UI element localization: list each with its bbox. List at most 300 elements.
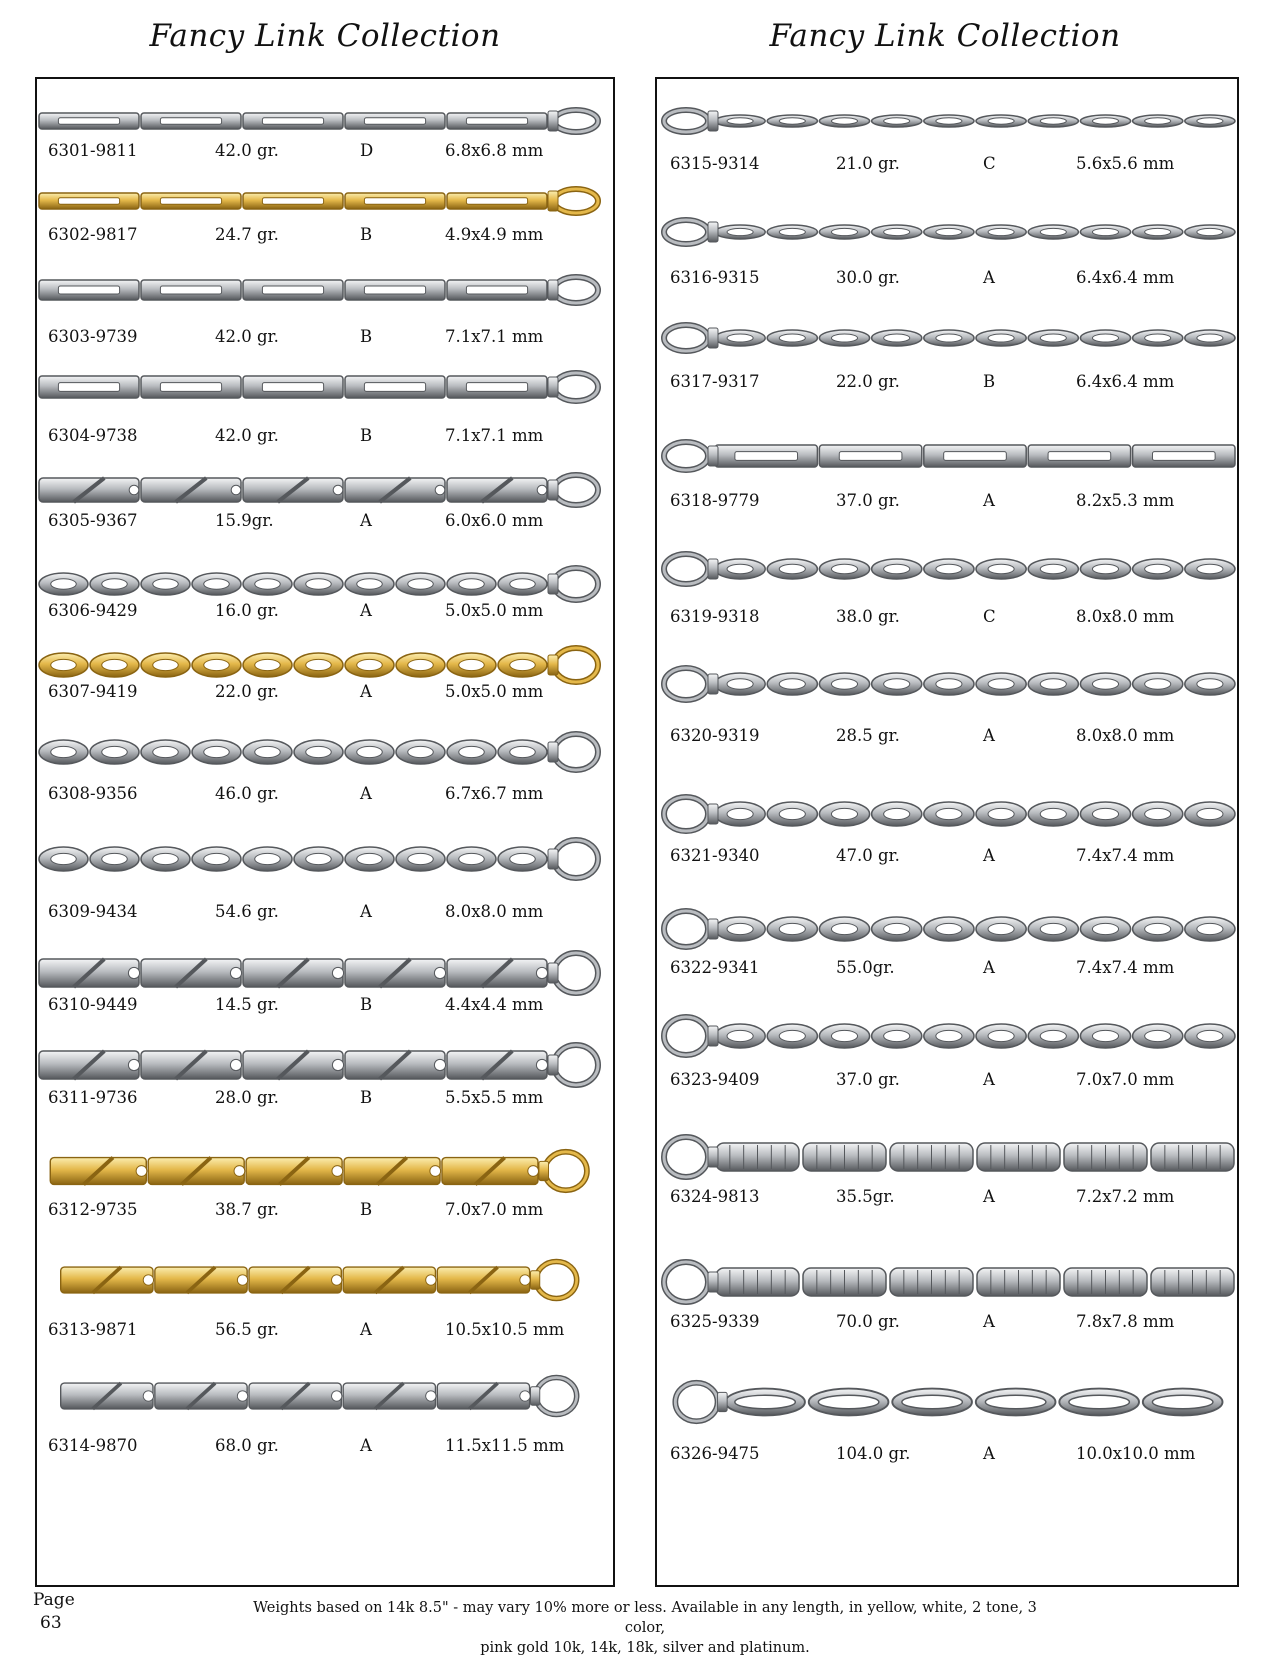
chain-link: [1080, 802, 1130, 826]
chain-link: [872, 917, 922, 941]
chain-link: [39, 573, 88, 595]
chain-link: [1133, 559, 1183, 579]
chain-link: [803, 1268, 886, 1296]
lobster-clasp: [531, 1378, 577, 1415]
product-code: 6308-9356: [48, 784, 138, 803]
chain-link: [249, 1383, 342, 1409]
chain-image: [658, 545, 1236, 593]
lobster-clasp: [548, 648, 598, 682]
chain-link: [1133, 330, 1183, 346]
lobster-clasp: [664, 554, 718, 584]
product-weight: 42.0 gr.: [215, 327, 279, 346]
chain-link: [872, 559, 922, 579]
product-spec-row: [0, 607, 1275, 629]
chain-link: [1133, 225, 1183, 239]
page-number: 63: [40, 1613, 62, 1633]
chain-link: [1133, 673, 1183, 695]
chain-link: [976, 1024, 1026, 1048]
product-spec-row: [0, 268, 1275, 290]
chain-link: [819, 225, 869, 239]
chain-link: [39, 193, 139, 209]
product-code: 6319-9318: [670, 607, 760, 626]
chain-link: [767, 330, 817, 346]
product-code: 6301-9811: [48, 141, 138, 160]
chain-link: [872, 802, 922, 826]
product-size: 5.5x5.5 mm: [445, 1088, 544, 1107]
product-weight: 54.6 gr.: [215, 902, 279, 921]
chain-link: [1151, 1268, 1234, 1296]
chain-link: [1028, 673, 1078, 695]
product-grade: A: [983, 1187, 995, 1206]
chain-link: [1028, 225, 1078, 239]
chain-link: [1143, 1389, 1223, 1416]
chain-link: [1133, 445, 1235, 467]
product-size: 11.5x11.5 mm: [445, 1436, 565, 1455]
chain-link: [767, 115, 817, 127]
product-weight: 47.0 gr.: [836, 846, 900, 865]
chain-link: [1080, 559, 1130, 579]
product-size: 7.0x7.0 mm: [445, 1200, 544, 1219]
chain-link: [1064, 1143, 1147, 1171]
product-size: 6.0x6.0 mm: [445, 511, 544, 530]
chain-link: [1059, 1389, 1139, 1416]
chain-link: [1080, 673, 1130, 695]
chain-link: [1133, 802, 1183, 826]
chain-link: [924, 917, 974, 941]
chain-link: [1133, 917, 1183, 941]
chain-link: [243, 113, 343, 129]
product-grade: A: [983, 846, 995, 865]
product-code: 6311-9736: [48, 1088, 138, 1107]
product-grade: A: [360, 1436, 372, 1455]
chain-link: [344, 1158, 441, 1185]
chain-image: [658, 1378, 1236, 1426]
chain-image: [658, 905, 1236, 953]
product-code: 6315-9314: [670, 154, 760, 173]
product-size: 8.0x8.0 mm: [1076, 726, 1175, 745]
product-size: 7.1x7.1 mm: [445, 426, 544, 445]
chain-link: [246, 1158, 343, 1185]
product-size: 7.2x7.2 mm: [1076, 1187, 1175, 1206]
chain-link: [61, 1267, 154, 1293]
chain-link: [924, 673, 974, 695]
chain-link: [1028, 330, 1078, 346]
chain-link: [1028, 559, 1078, 579]
product-size: 8.2x5.3 mm: [1076, 491, 1175, 510]
product-grade: A: [983, 1312, 995, 1331]
chain-link: [924, 115, 974, 127]
product-grade: D: [360, 141, 374, 160]
chain-image: [658, 1133, 1236, 1181]
chain-image: [38, 1372, 604, 1420]
chain-link: [141, 653, 190, 677]
chain-link: [715, 445, 817, 467]
chain-link: [872, 115, 922, 127]
product-weight: 42.0 gr.: [215, 141, 279, 160]
product-grade: A: [360, 601, 372, 620]
product-spec-row: [0, 491, 1275, 513]
product-size: 7.4x7.4 mm: [1076, 846, 1175, 865]
product-size: 4.9x4.9 mm: [445, 225, 544, 244]
chain-link: [343, 1383, 436, 1409]
chain-link: [1185, 559, 1235, 579]
chain-link: [345, 113, 445, 129]
chain-link: [872, 1024, 922, 1048]
lobster-clasp: [664, 1017, 718, 1055]
chain-link: [447, 113, 547, 129]
product-size: 7.0x7.0 mm: [1076, 1070, 1175, 1089]
lobster-clasp: [675, 1383, 727, 1421]
product-weight: 22.0 gr.: [215, 682, 279, 701]
product-size: 7.4x7.4 mm: [1076, 958, 1175, 977]
chain-link: [1151, 1143, 1234, 1171]
chain-link: [924, 1024, 974, 1048]
product-weight: 56.5 gr.: [215, 1320, 279, 1339]
chain-link: [447, 653, 496, 677]
lobster-clasp: [664, 220, 718, 244]
product-weight: 28.0 gr.: [215, 1088, 279, 1107]
chain-link: [1028, 917, 1078, 941]
chain-link: [396, 653, 445, 677]
chain-link: [141, 193, 241, 209]
chain-image: [658, 432, 1236, 480]
product-spec-row: [0, 1444, 1275, 1466]
chain-link: [890, 1143, 973, 1171]
product-weight: 30.0 gr.: [836, 268, 900, 287]
chain-link: [345, 653, 394, 677]
product-grade: C: [983, 607, 996, 626]
product-size: 8.0x8.0 mm: [1076, 607, 1175, 626]
chain-link: [90, 653, 139, 677]
chain-link: [976, 1389, 1056, 1416]
page-number-block: [33, 1589, 75, 1635]
chain-image: [658, 1258, 1236, 1306]
chain-link: [447, 193, 547, 209]
chain-link: [819, 115, 869, 127]
lobster-clasp: [664, 668, 718, 700]
product-size: 7.8x7.8 mm: [1076, 1312, 1175, 1331]
chain-link: [716, 1268, 799, 1296]
chain-link: [924, 445, 1026, 467]
product-grade: A: [983, 726, 995, 745]
product-grade: B: [983, 372, 996, 391]
product-grade: A: [983, 1444, 995, 1463]
product-spec-row: [0, 1312, 1275, 1334]
chain-link: [976, 673, 1026, 695]
chain-link: [890, 1268, 973, 1296]
chain-link: [715, 330, 765, 346]
lobster-clasp: [664, 1262, 718, 1302]
product-weight: 104.0 gr.: [836, 1444, 911, 1463]
chain-link: [192, 653, 241, 677]
lobster-clasp: [548, 110, 598, 132]
product-size: 7.1x7.1 mm: [445, 327, 544, 346]
product-code: 6302-9817: [48, 225, 138, 244]
chain-image: [658, 314, 1236, 362]
product-size: 10.5x10.5 mm: [445, 1320, 565, 1339]
product-weight: 22.0 gr.: [836, 372, 900, 391]
chain-image: [658, 97, 1236, 145]
product-grade: A: [360, 784, 372, 803]
chain-link: [819, 673, 869, 695]
right-page-title: Fancy Link Collection: [769, 18, 1121, 54]
chain-link: [155, 1267, 248, 1293]
product-weight: 68.0 gr.: [215, 1436, 279, 1455]
lobster-clasp: [664, 911, 718, 947]
footer-line-1: Weights based on 14k 8.5" - may vary 10% more or less. Available in any length, in yellow, white, 2 tone, 3 color,: [253, 1600, 1037, 1636]
chain-link: [1185, 1024, 1235, 1048]
product-code: 6325-9339: [670, 1312, 760, 1331]
product-weight: 24.7 gr.: [215, 225, 279, 244]
chain-link: [976, 802, 1026, 826]
product-weight: 14.5 gr.: [215, 995, 279, 1014]
chain-link: [50, 1158, 147, 1185]
chain-image: [38, 1256, 604, 1304]
product-grade: B: [360, 1088, 373, 1107]
chain-link: [976, 917, 1026, 941]
footer-line-2: pink gold 10k, 14k, 18k, silver and platinum.: [480, 1640, 810, 1656]
product-grade: B: [360, 1200, 373, 1219]
chain-link: [767, 917, 817, 941]
chain-link: [39, 653, 88, 677]
chain-link: [924, 330, 974, 346]
lobster-clasp: [664, 442, 718, 470]
product-weight: 15.9gr.: [215, 511, 274, 530]
chain-link: [1064, 1268, 1147, 1296]
chain-link: [924, 802, 974, 826]
product-size: 6.4x6.4 mm: [1076, 268, 1175, 287]
chain-link: [819, 917, 869, 941]
chain-link: [976, 225, 1026, 239]
product-weight: 55.0gr.: [836, 958, 895, 977]
chain-link: [767, 559, 817, 579]
chain-link: [1185, 673, 1235, 695]
chain-link: [977, 1268, 1060, 1296]
chain-link: [1185, 115, 1235, 127]
product-spec-row: [0, 1070, 1275, 1092]
chain-link: [892, 1389, 972, 1416]
product-code: 6306-9429: [48, 601, 138, 620]
product-code: 6312-9735: [48, 1200, 138, 1219]
lobster-clasp: [664, 325, 718, 351]
page-label: Page: [33, 1590, 75, 1610]
product-code: 6314-9870: [48, 1436, 138, 1455]
chain-link: [396, 573, 445, 595]
product-weight: 70.0 gr.: [836, 1312, 900, 1331]
chain-link: [715, 1024, 765, 1048]
lobster-clasp: [664, 1137, 718, 1177]
product-weight: 42.0 gr.: [215, 426, 279, 445]
chain-link: [977, 1143, 1060, 1171]
chain-link: [1080, 225, 1130, 239]
chain-link: [715, 917, 765, 941]
product-code: 6324-9813: [670, 1187, 760, 1206]
product-grade: A: [360, 511, 372, 530]
chain-link: [715, 802, 765, 826]
product-code: 6304-9738: [48, 426, 138, 445]
chain-link: [498, 653, 547, 677]
chain-link: [924, 559, 974, 579]
product-grade: A: [983, 491, 995, 510]
product-grade: A: [360, 1320, 372, 1339]
chain-link: [437, 1267, 530, 1293]
product-grade: B: [360, 995, 373, 1014]
chain-image: [38, 177, 604, 225]
chain-link: [767, 802, 817, 826]
product-weight: 21.0 gr.: [836, 154, 900, 173]
product-size: 10.0x10.0 mm: [1076, 1444, 1196, 1463]
chain-link: [819, 1024, 869, 1048]
chain-link: [1080, 917, 1130, 941]
lobster-clasp: [548, 189, 598, 213]
chain-link: [294, 653, 343, 677]
chain-link: [1080, 115, 1130, 127]
chain-image: [38, 97, 604, 145]
chain-link: [1028, 115, 1078, 127]
left-page-title: Fancy Link Collection: [149, 18, 501, 54]
product-code: 6316-9315: [670, 268, 760, 287]
chain-link: [715, 559, 765, 579]
chain-link: [819, 559, 869, 579]
product-size: 6.8x6.8 mm: [445, 141, 544, 160]
product-spec-row: [0, 154, 1275, 176]
chain-link: [976, 559, 1026, 579]
product-size: 5.6x5.6 mm: [1076, 154, 1175, 173]
chain-link: [243, 573, 292, 595]
chain-link: [872, 330, 922, 346]
product-spec-row: [0, 511, 1275, 533]
chain-link: [715, 115, 765, 127]
product-code: 6309-9434: [48, 902, 138, 921]
product-weight: 38.0 gr.: [836, 607, 900, 626]
product-code: 6303-9739: [48, 327, 138, 346]
chain-link: [819, 330, 869, 346]
chain-link: [1028, 445, 1130, 467]
product-code: 6310-9449: [48, 995, 138, 1014]
chain-link: [767, 1024, 817, 1048]
product-size: 5.0x5.0 mm: [445, 682, 544, 701]
product-grade: B: [360, 225, 373, 244]
chain-link: [803, 1143, 886, 1171]
chain-link: [1080, 330, 1130, 346]
product-code: 6323-9409: [670, 1070, 760, 1089]
product-spec-row: [0, 1187, 1275, 1209]
product-size: 6.4x6.4 mm: [1076, 372, 1175, 391]
product-code: 6307-9419: [48, 682, 138, 701]
chain-link: [148, 1158, 245, 1185]
chain-link: [447, 573, 496, 595]
product-grade: A: [360, 902, 372, 921]
product-spec-row: [0, 958, 1275, 980]
product-weight: 37.0 gr.: [836, 491, 900, 510]
chain-link: [1133, 115, 1183, 127]
product-code: 6305-9367: [48, 511, 138, 530]
product-grade: A: [983, 958, 995, 977]
chain-link: [1185, 917, 1235, 941]
lobster-clasp: [548, 568, 598, 600]
chain-image: [658, 208, 1236, 256]
chain-link: [294, 573, 343, 595]
lobster-clasp: [664, 110, 718, 132]
product-grade: C: [983, 154, 996, 173]
chain-link: [716, 1143, 799, 1171]
chain-link: [155, 1383, 248, 1409]
chain-link: [715, 673, 765, 695]
product-weight: 28.5 gr.: [836, 726, 900, 745]
chain-link: [809, 1389, 889, 1416]
product-weight: 16.0 gr.: [215, 601, 279, 620]
product-grade: A: [983, 268, 995, 287]
chain-image: [658, 660, 1236, 708]
chain-link: [924, 225, 974, 239]
product-size: 6.7x6.7 mm: [445, 784, 544, 803]
product-spec-row: [0, 726, 1275, 748]
chain-link: [976, 115, 1026, 127]
product-spec-row: [0, 372, 1275, 394]
chain-link: [192, 573, 241, 595]
chain-link: [343, 1267, 436, 1293]
chain-link: [767, 673, 817, 695]
chain-link: [345, 193, 445, 209]
product-grade: A: [360, 682, 372, 701]
chain-link: [715, 225, 765, 239]
chain-link: [141, 113, 241, 129]
chain-link: [437, 1383, 530, 1409]
lobster-clasp: [664, 797, 718, 831]
chain-link: [243, 653, 292, 677]
chain-link: [1028, 1024, 1078, 1048]
product-spec-row: [0, 846, 1275, 868]
chain-link: [725, 1389, 805, 1416]
product-code: 6326-9475: [670, 1444, 760, 1463]
chain-link: [498, 573, 547, 595]
chain-link: [767, 225, 817, 239]
product-code: 6313-9871: [48, 1320, 138, 1339]
product-code: 6318-9779: [670, 491, 760, 510]
lobster-clasp: [539, 1152, 587, 1190]
product-weight: 38.7 gr.: [215, 1200, 279, 1219]
chain-link: [819, 445, 921, 467]
product-weight: 46.0 gr.: [215, 784, 279, 803]
chain-link: [39, 113, 139, 129]
chain-link: [243, 193, 343, 209]
product-code: 6322-9341: [670, 958, 760, 977]
product-grade: A: [983, 1070, 995, 1089]
chain-link: [442, 1158, 539, 1185]
chain-link: [1185, 802, 1235, 826]
product-grade: B: [360, 327, 373, 346]
product-size: 8.0x8.0 mm: [445, 902, 544, 921]
lobster-clasp: [531, 1262, 577, 1299]
chain-link: [1185, 330, 1235, 346]
chain-image: [658, 790, 1236, 838]
product-grade: B: [360, 426, 373, 445]
product-weight: 37.0 gr.: [836, 1070, 900, 1089]
product-size: 4.4x4.4 mm: [445, 995, 544, 1014]
chain-link: [1028, 802, 1078, 826]
product-code: 6317-9317: [670, 372, 760, 391]
product-size: 5.0x5.0 mm: [445, 601, 544, 620]
chain-link: [976, 330, 1026, 346]
chain-link: [819, 802, 869, 826]
chain-link: [1185, 225, 1235, 239]
chain-link: [1080, 1024, 1130, 1048]
footer-note: [250, 1598, 1040, 1658]
product-weight: 35.5gr.: [836, 1187, 895, 1206]
product-code: 6320-9319: [670, 726, 760, 745]
chain-link: [90, 573, 139, 595]
chain-link: [141, 573, 190, 595]
